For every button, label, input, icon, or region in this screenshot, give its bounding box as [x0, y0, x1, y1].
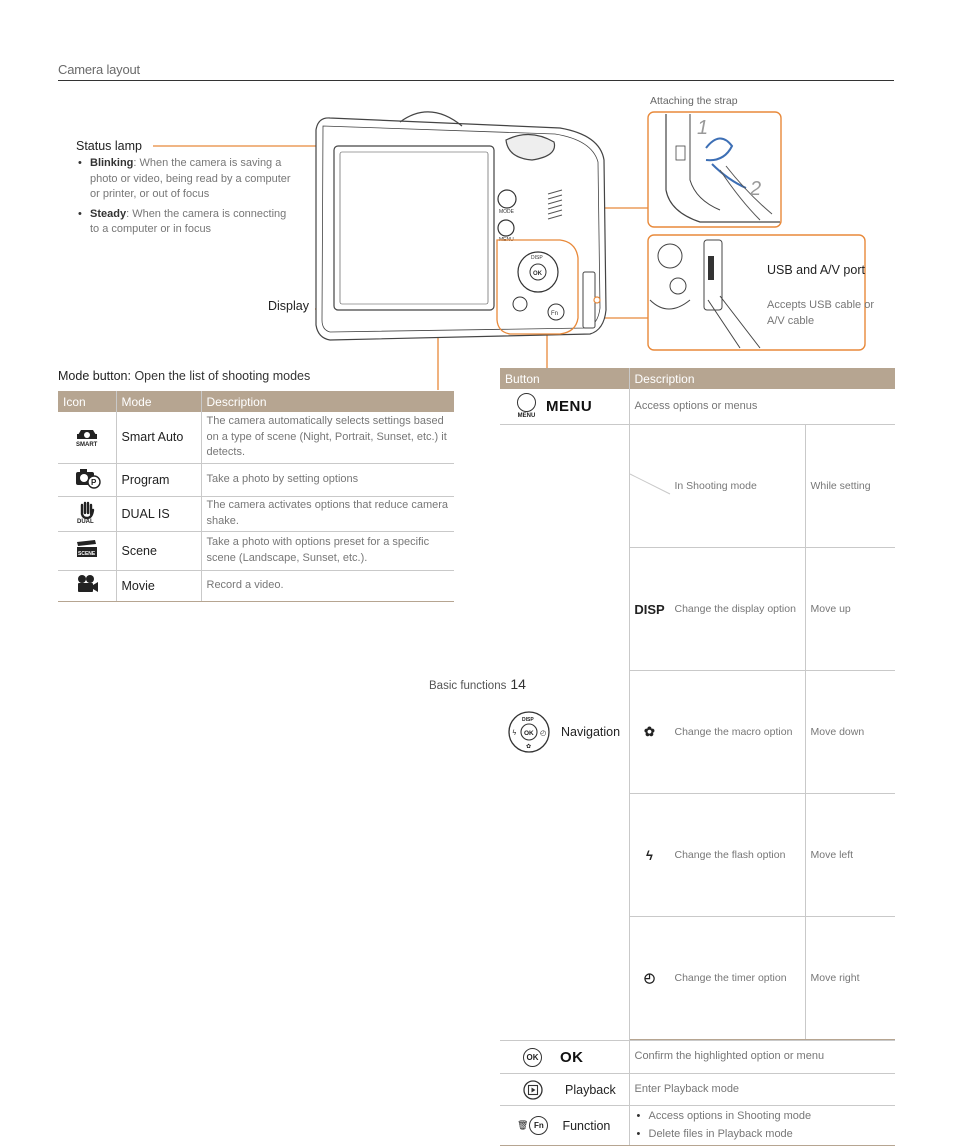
navigation-row: [630, 917, 896, 1040]
table-row: [58, 412, 454, 463]
svg-text:P: P: [90, 478, 97, 487]
svg-text:DISP: DISP: [522, 717, 534, 724]
program-icon: [73, 467, 101, 489]
timer-icon: ◴: [630, 917, 670, 1040]
disp-icon: DISP: [630, 548, 670, 671]
menu-glyph: MENU: [546, 397, 593, 415]
table-row: [500, 1106, 895, 1146]
display-label: Display: [268, 299, 309, 313]
mode-desc: Take a photo by setting options: [201, 463, 454, 496]
table-row: [500, 389, 895, 424]
svg-text:ϟ: ϟ: [512, 729, 517, 738]
menu-button-label: MENU: [499, 237, 514, 243]
mode-button-label: MODE: [499, 209, 514, 215]
mode-button-caption: [58, 369, 310, 383]
ok-button-icon: OK: [523, 1048, 542, 1067]
svg-text:SMART: SMART: [75, 441, 98, 448]
setting-action: Move left: [805, 794, 895, 917]
header-mode: Mode: [116, 391, 201, 412]
movie-icon: [73, 573, 101, 595]
header-button: Button: [500, 368, 629, 389]
page-footer: [429, 676, 526, 692]
header-description: Description: [201, 391, 454, 412]
mode-button: [498, 190, 516, 208]
mode-caption-rest: Open the list of shooting modes: [130, 369, 311, 383]
svg-text:SCENE: SCENE: [77, 551, 95, 557]
svg-text:DUAL: DUAL: [76, 519, 94, 525]
diagonal-cell: [630, 474, 670, 494]
bullet-dot: •: [78, 157, 82, 169]
mode-desc: Take a photo with options preset for a specific scene (Landscape, Sunset, etc.).: [201, 531, 454, 570]
bullet-dot: •: [78, 207, 82, 220]
strap-step-1: 1: [697, 117, 709, 139]
header-icon: Icon: [58, 391, 116, 412]
strap-caption: Attaching the strap: [650, 95, 738, 107]
table-row: [500, 1041, 895, 1074]
col-header-setting: While setting: [805, 425, 895, 548]
scene-icon: [73, 538, 101, 560]
footer-label: Basic functions: [429, 680, 507, 692]
table-row: [58, 570, 454, 601]
table-row: [58, 531, 454, 570]
menu-button-icon: MENU: [517, 393, 536, 419]
bullet-term: Blinking: [90, 157, 134, 169]
svg-text:◴: ◴: [540, 729, 547, 738]
bullet-term: Steady: [90, 207, 127, 220]
mode-desc: Record a video.: [201, 570, 454, 601]
strap-eyelet: [594, 297, 600, 303]
ok-desc: Confirm the highlighted option or menu: [629, 1041, 895, 1074]
mode-name: Movie: [116, 570, 201, 601]
navigation-row: [630, 548, 896, 671]
setting-action: Move right: [805, 917, 895, 1040]
navigation-subheader: [630, 425, 896, 548]
function-name: Function: [562, 1118, 611, 1133]
macro-icon: ✿: [630, 671, 670, 794]
bullet-text: : When the camera is connecting to a computer or in focus: [90, 207, 287, 235]
mode-name: Program: [116, 463, 201, 496]
playback-desc: Enter Playback mode: [629, 1074, 895, 1106]
playback-icon: [523, 1080, 543, 1100]
page-number: 14: [510, 676, 526, 692]
function-button-icon: 🗑 Fn: [517, 1116, 548, 1135]
svg-text:OK: OK: [524, 730, 534, 738]
disp-label: DISP: [531, 255, 543, 261]
port-door: [583, 272, 595, 328]
table-row: [58, 496, 454, 531]
ok-glyph: OK: [560, 1048, 584, 1066]
navigation-row: [630, 794, 896, 917]
mode-caption-bold: Mode button:: [58, 369, 131, 383]
ok-label: OK: [533, 271, 542, 277]
navigation-name: Navigation: [561, 725, 621, 740]
shooting-action: Change the timer option: [670, 917, 806, 1040]
mode-desc: The camera automatically selects settings based on a type of scene (Night, Portrait, Sunset, etc.) it detects.: [201, 412, 454, 463]
bullet-text: : When the camera is saving a photo or video, being read by a computer or printer, or out of focus: [90, 157, 291, 200]
mode-name: DUAL IS: [116, 496, 201, 531]
setting-action: Move up: [805, 548, 895, 671]
navigation-row: [630, 671, 896, 794]
mode-desc: The camera activates options that reduce camera shake.: [201, 496, 454, 531]
usb-port-title: USB and A/V port: [767, 263, 865, 277]
header-description: Description: [629, 368, 895, 389]
function-bullet: • Access options in Shooting mode: [636, 1110, 812, 1122]
table-row: [500, 424, 895, 1041]
col-header-shooting: In Shooting mode: [670, 425, 806, 548]
status-lamp-title: Status lamp: [76, 139, 143, 153]
button-table-header: [500, 368, 895, 389]
fn-label: Fn: [551, 311, 559, 317]
table-row: [58, 463, 454, 496]
mode-table-header: [58, 391, 454, 412]
strap-step-2: 2: [750, 178, 762, 200]
button-table: [500, 368, 895, 1146]
trash-icon: 🗑: [517, 1120, 529, 1130]
strap-detail: [648, 112, 781, 227]
menu-desc: Access options or menus: [629, 389, 895, 424]
navigation-ring-icon: [507, 710, 551, 754]
usb-detail: [648, 235, 865, 350]
shooting-action: Change the display option: [670, 548, 806, 671]
menu-button: [498, 220, 514, 236]
mode-name: Smart Auto: [116, 412, 201, 463]
table-row: [500, 1074, 895, 1106]
dual-is-icon: [73, 500, 101, 524]
navigation-subtable: [630, 425, 896, 1041]
svg-text:✿: ✿: [526, 743, 532, 751]
usb-port-desc: Accepts USB cable or A/V cable: [767, 299, 874, 327]
function-bullet: • Delete files in Playback mode: [636, 1127, 793, 1140]
section-title: Camera layout: [58, 62, 140, 77]
shooting-action: Change the flash option: [670, 794, 806, 917]
mode-table: [58, 391, 454, 602]
smart-auto-icon: [73, 425, 101, 447]
mode-name: Scene: [116, 531, 201, 570]
playback-name: Playback: [565, 1082, 616, 1097]
camera-body: [316, 112, 606, 340]
flash-icon: ϟ: [630, 794, 670, 917]
shooting-action: Change the macro option: [670, 671, 806, 794]
playback-button: [513, 297, 527, 311]
setting-action: Move down: [805, 671, 895, 794]
